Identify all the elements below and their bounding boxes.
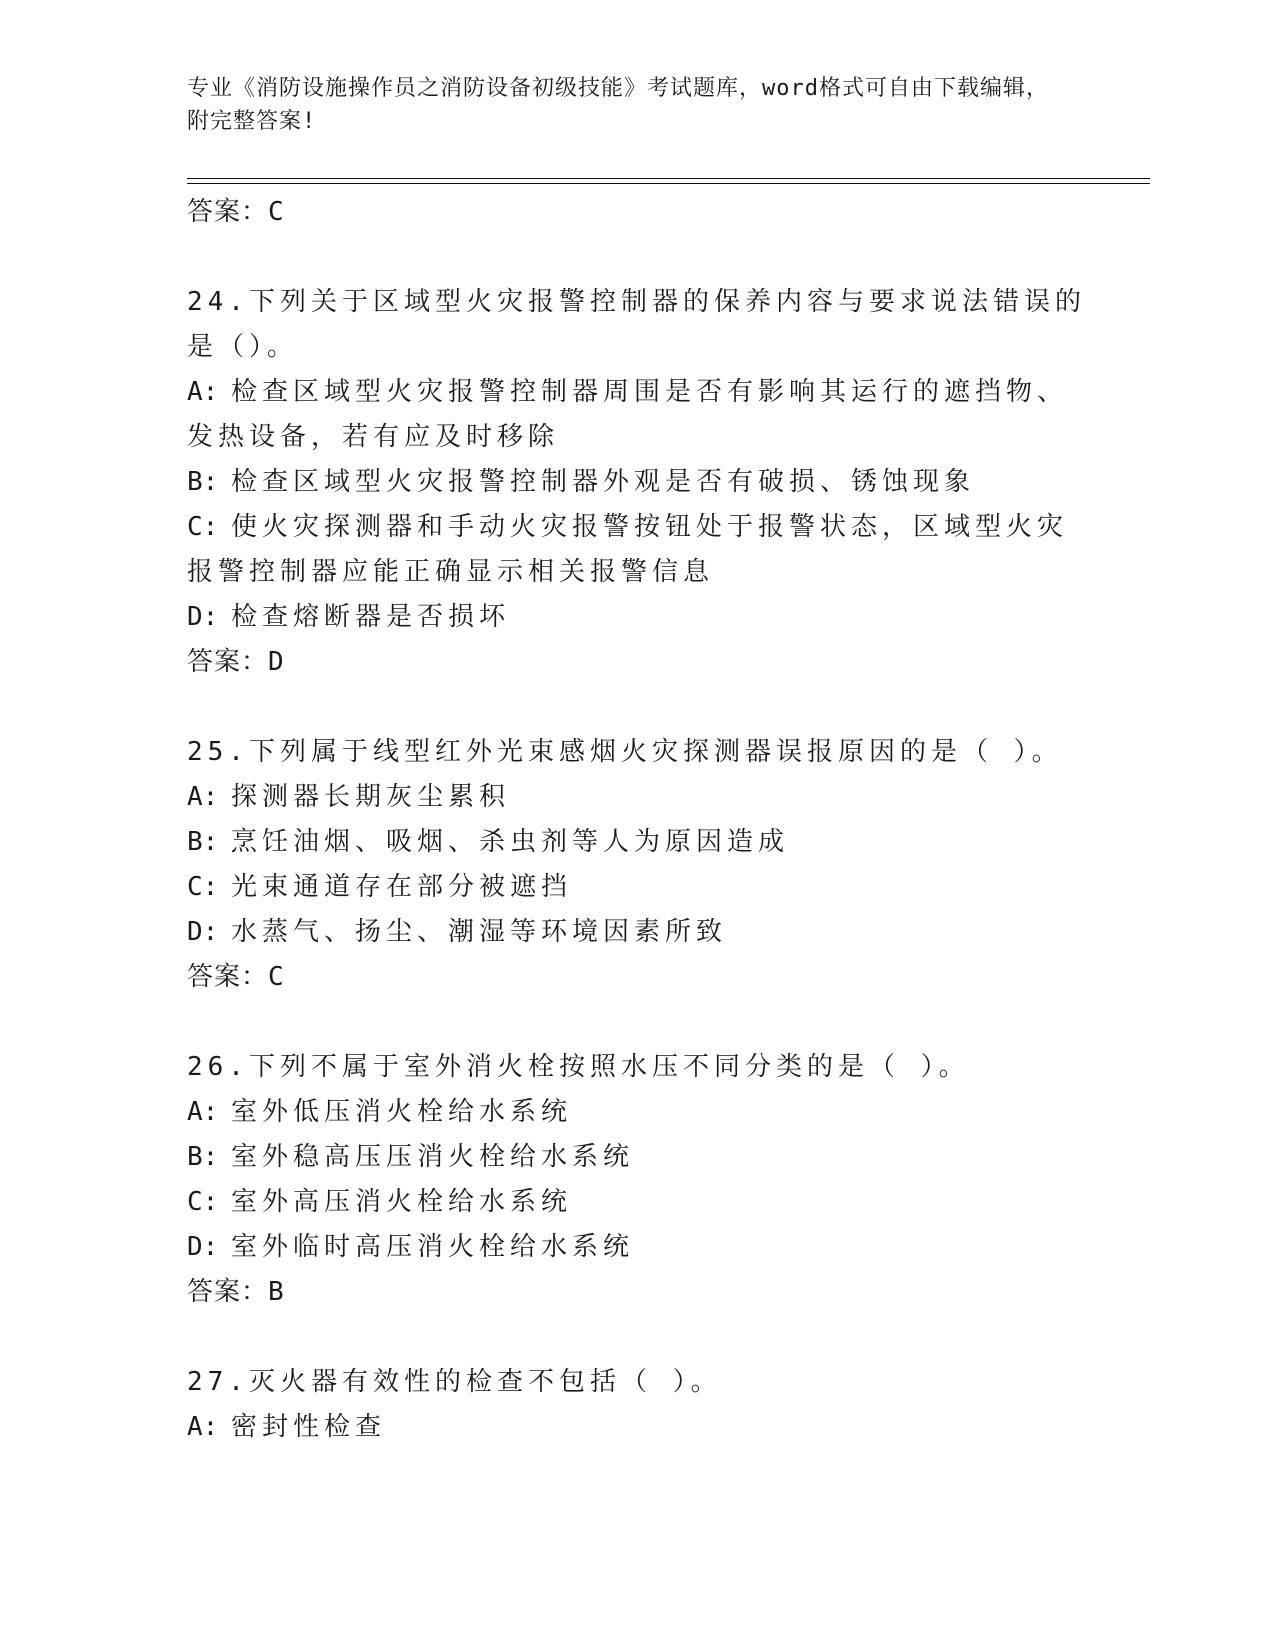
option-text: 室外低压消火栓给水系统 (231, 1097, 573, 1127)
question-26 (187, 1045, 1087, 1314)
question-text: 24.下列关于区域型火灾报警控制器的保养内容与要求说法错误的是（）。 (187, 287, 1086, 362)
option-d (187, 595, 1087, 640)
option-letter: A: (187, 782, 219, 812)
option-letter: B: (187, 827, 219, 857)
option-letter: D: (187, 1232, 219, 1262)
option-text: 密封性检查 (231, 1412, 387, 1442)
header-rule-bottom (187, 183, 1150, 184)
option-d (187, 1225, 1087, 1270)
option-a (187, 1405, 1087, 1450)
option-letter: D: (187, 602, 219, 632)
option-text: 探测器长期灰尘累积 (231, 782, 511, 812)
option-letter: C: (187, 512, 219, 542)
option-d (187, 910, 1087, 955)
option-a (187, 1090, 1087, 1135)
option-text: 使火灾探测器和手动火灾报警按钮处于报警状态，区域型火灾报警控制器应能正确显示相关报警信息 (187, 512, 1069, 587)
answer-value: C (268, 962, 285, 992)
option-text: 烹饪油烟、吸烟、杀虫剂等人为原因造成 (231, 827, 790, 857)
option-text: 水蒸气、扬尘、潮湿等环境因素所致 (231, 917, 728, 947)
answer-label: 答案： (187, 197, 269, 227)
option-b (187, 1135, 1087, 1180)
option-text: 检查区域型火灾报警控制器周围是否有影响其运行的遮挡物、发热设备，若有应及时移除 (187, 377, 1069, 452)
question-text: 26.下列不属于室外消火栓按照水压不同分类的是（ ）。 (187, 1052, 970, 1082)
answer-value: B (268, 1277, 285, 1307)
option-text: 检查区域型火灾报警控制器外观是否有破损、锈蚀现象 (231, 467, 976, 497)
option-text: 室外高压消火栓给水系统 (231, 1187, 573, 1217)
option-letter: A: (187, 1097, 219, 1127)
option-b (187, 460, 1087, 505)
question-24 (187, 280, 1087, 684)
option-c (187, 865, 1087, 910)
option-text: 光束通道存在部分被遮挡 (231, 872, 573, 902)
question-25 (187, 730, 1087, 999)
option-text: 室外临时高压消火栓给水系统 (231, 1232, 635, 1262)
option-text: 检查熔断器是否损坏 (231, 602, 511, 632)
answer-value: D (268, 647, 285, 677)
question-answer (187, 1270, 1087, 1314)
option-c (187, 505, 1087, 595)
option-letter: A: (187, 1412, 219, 1442)
question-text: 27.灭火器有效性的检查不包括（ ）。 (187, 1367, 722, 1397)
option-a (187, 775, 1087, 820)
previous-answer (187, 190, 1087, 234)
question-answer (187, 640, 1087, 684)
option-letter: C: (187, 872, 219, 902)
option-a (187, 370, 1087, 460)
question-text: 25.下列属于线型红外光束感烟火灾探测器误报原因的是（ ）。 (187, 737, 1063, 767)
option-letter: B: (187, 467, 219, 497)
answer-label: 答案： (187, 1277, 269, 1307)
header-rule-top (187, 178, 1150, 179)
option-letter: B: (187, 1142, 219, 1172)
question-answer (187, 955, 1087, 999)
option-letter: A: (187, 377, 219, 407)
answer-label: 答案： (187, 647, 269, 677)
question-list (187, 190, 1087, 1450)
option-text: 室外稳高压压消火栓给水系统 (231, 1142, 635, 1172)
question-27 (187, 1360, 1087, 1450)
option-letter: C: (187, 1187, 219, 1217)
answer-label: 答案： (187, 962, 269, 992)
option-c (187, 1180, 1087, 1225)
document-header: 专业《消防设施操作员之消防设备初级技能》考试题库，word格式可自由下载编辑，附完整答案! (187, 76, 1049, 134)
option-letter: D: (187, 917, 219, 947)
answer-value: C (268, 197, 285, 227)
option-b (187, 820, 1087, 865)
